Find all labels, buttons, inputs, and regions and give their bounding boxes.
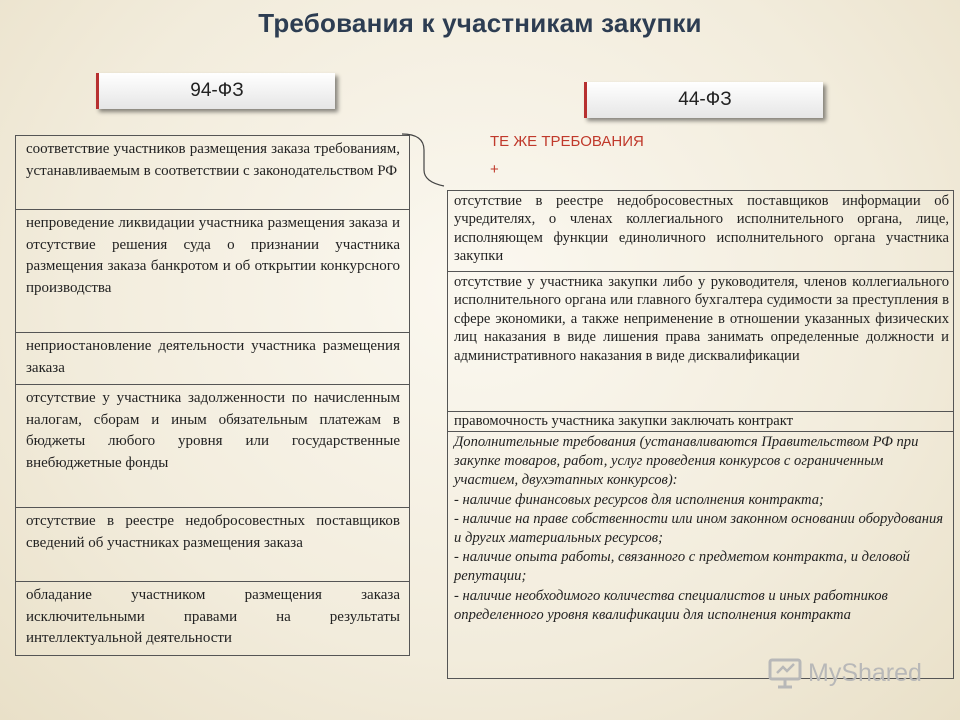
additional-item: - наличие необходимого количества специалистов и иных работников определенного уровня квалификации для исполнения контракта: [454, 587, 888, 623]
requirement-94-item: обладание участником размещения заказа исключительными правами на результаты интеллектуальной деятельности: [26, 587, 400, 646]
additional-requirements: [448, 432, 953, 678]
additional-intro: Дополнительные требования (устанавливаются Правительством РФ при закупке товаров, работ, услуг проведения конкурсов с ограниченным участием, двухэтапных конкурсов):: [454, 434, 919, 489]
requirement-94-item: непроведение ликвидации участника размещения заказа и отсутствие решения суда о признании участника размещения заказа банкротом и об открытии конкурсного производства: [16, 210, 409, 333]
additional-item: - наличие опыта работы, связанного с предметом контракта, и деловой репутации;: [454, 549, 910, 585]
requirement-44-item: отсутствие в реестре недобросовестных поставщиков информации об учредителях, о членах коллегиального исполнительного органа, лице, исполняющем функции единоличного исполнительного органа участника закупки: [448, 191, 953, 272]
page-title: Требования к участникам закупки: [258, 8, 702, 38]
requirement-94-item: отсутствие у участника задолженности по начисленным налогам, сборам и иным обязательным платежам в бюджеты любого уровня или государственные внебюджетные фонды: [16, 385, 409, 508]
requirement-94-item: соответствие участников размещения заказа требованиям, устанавливаемым в соответствии с законодательством РФ: [16, 136, 409, 210]
requirement-44-item: правомочность участника закупки заключать контракт: [448, 412, 953, 432]
presentation-icon: [768, 657, 802, 689]
requirement-44-item: отсутствие у участника закупки либо у руководителя, членов коллегиального исполнительного органа или главного бухгалтера судимости за преступления в сфере экономики, а также неприменение в отношении указанных физических лиц наказания в виде лишения права занимать определенные должности и административного наказания в виде дисквалификации: [448, 272, 953, 412]
plus-sign: +: [490, 161, 499, 178]
law-94-label: 94-ФЗ: [96, 73, 335, 109]
additional-item: - наличие на праве собственности или ином законном основании оборудования и других материальных ресурсов;: [454, 510, 944, 547]
watermark-text: MyShared: [808, 658, 922, 687]
requirements-94-table: [15, 135, 410, 656]
brace-connector: [400, 130, 450, 190]
requirement-94-item: неприостановление деятельности участника размещения заказа: [16, 333, 409, 385]
requirements-44-table: [447, 190, 954, 679]
requirement-94-item: отсутствие в реестре недобросовестных поставщиков сведений об участниках размещения заказа: [16, 508, 409, 582]
same-requirements-label: ТЕ ЖЕ ТРЕБОВАНИЯ: [490, 133, 644, 150]
law-44-label: 44-ФЗ: [584, 82, 823, 118]
watermark: [768, 657, 922, 689]
additional-item: - наличие финансовых ресурсов для исполнения контракта;: [454, 491, 824, 508]
